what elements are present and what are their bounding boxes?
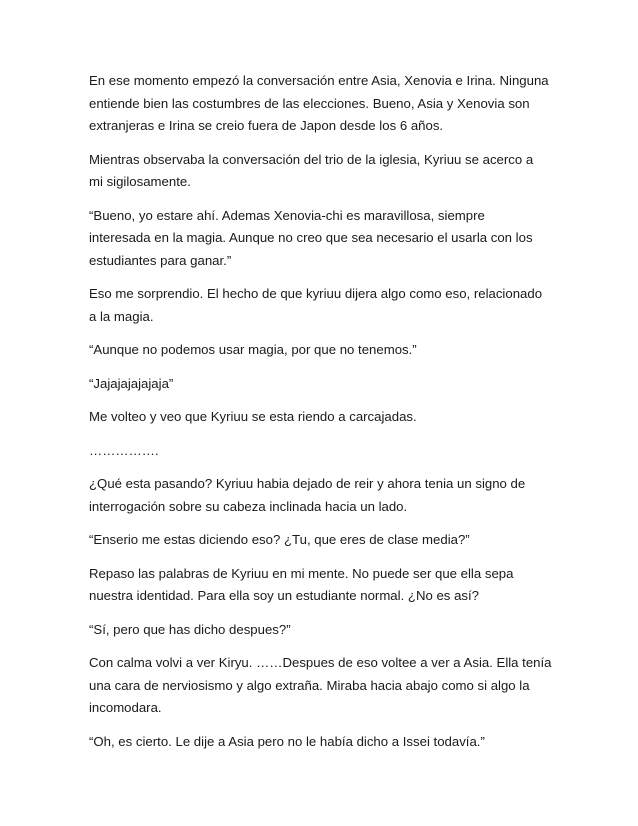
text-line: “Jajajajajajaja” [89,375,174,391]
text-line: Repaso las palabras de Kyriuu en mi mente. No puede ser que ella sepa [89,565,514,581]
text-line: Mientras observaba la conversación del trio de la iglesia, Kyriuu se acerco a [89,151,534,167]
paragraph [89,473,559,518]
text-line: mi sigilosamente. [89,174,191,189]
paragraph [89,373,559,396]
paragraph [89,205,559,273]
paragraph [89,619,559,642]
paragraph [89,529,559,552]
text-line: Me volteo y veo que Kyriuu se esta riendo a carcajadas. [89,409,417,424]
document-body [89,70,559,764]
text-line: ……………. [89,442,159,458]
text-line: interesada en la magia. Aunque no creo que sea necesario el usarla con los [89,230,533,245]
text-line: Eso me sorprendio. El hecho de que kyriuu dijera algo como eso, relacionado [89,286,543,301]
text-line: extranjeras e Irina se creio fuera de Japon desde los 6 años. [89,118,444,133]
text-line: “Enserio me estas diciendo eso? ¿Tu, que eres de clase media?” [89,532,470,547]
paragraph [89,563,559,608]
paragraph [89,149,559,194]
paragraph [89,440,559,463]
paragraph [89,70,559,138]
paragraph [89,652,559,720]
text-line: estudiantes para ganar.” [89,252,232,268]
paragraph [89,339,559,362]
paragraph [89,283,559,328]
text-line: nuestra identidad. Para ella soy un estudiante normal. ¿No es así? [89,588,479,603]
text-line: una cara de nerviosismo y algo extraña. Miraba hacia abajo como si algo la [89,677,530,693]
text-line: incomodara. [89,700,162,715]
text-line: “Sí, pero que has dicho despues?” [89,621,291,637]
text-line: “Oh, es cierto. Le dije a Asia pero no le había dicho a Issei todavía.” [89,733,485,749]
text-line: “Bueno, yo estare ahí. Ademas Xenovia-chi es maravillosa, siempre [89,207,485,223]
paragraph [89,406,559,429]
text-line: Con calma volvi a ver Kiryu. ……Despues de eso voltee a ver a Asia. Ella tenía [89,655,552,670]
text-line: interrogación sobre su cabeza inclinada hacia un lado. [89,498,408,514]
text-line: ¿Qué esta pasando? Kyriuu habia dejado de reir y ahora tenia un signo de [89,476,526,491]
text-line: En ese momento empezó la conversación entre Asia, Xenovia e Irina. Ninguna [89,73,549,88]
text-line: “Aunque no podemos usar magia, por que no tenemos.” [89,342,417,357]
text-line: a la magia. [89,308,154,324]
paragraph [89,731,559,754]
text-line: entiende bien las costumbres de las elecciones. Bueno, Asia y Xenovia son [89,95,530,111]
